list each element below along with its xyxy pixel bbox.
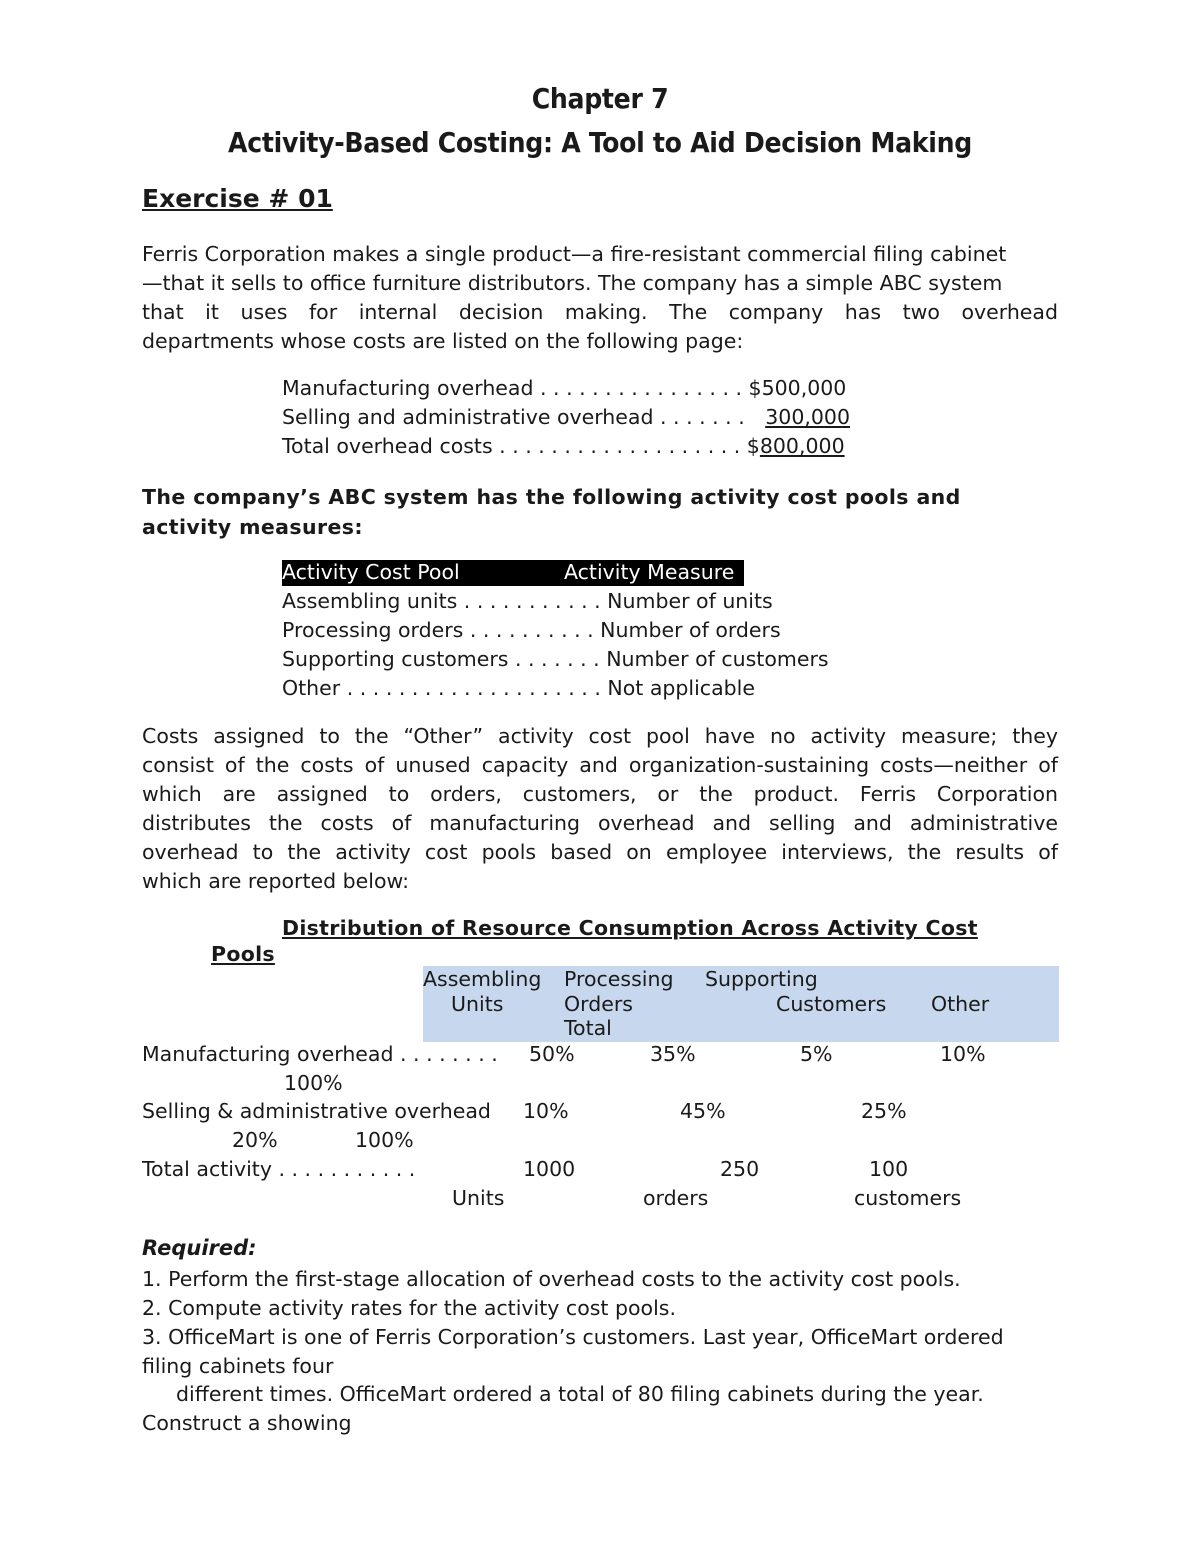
col-processing-1: Processing [564,967,674,991]
intro-line: that it uses for internal decision making. The company has two overhead [142,300,1058,324]
pools-header-measure: Activity Measure [564,560,735,584]
sga-assembling: 10% [523,1099,569,1123]
pool-measure: Number of units [607,589,773,613]
pool-row [282,618,781,642]
distribution-title-line2: Pools [211,942,275,966]
required-item-1: 1. Perform the first-stage allocation of overhead costs to the activity cost pools. [142,1267,961,1291]
exercise-heading: Exercise # 01 [142,184,333,213]
required-item-3-cont3: Construct a showing [142,1411,352,1435]
pool-measure: Number of orders [600,618,781,642]
pool-row [282,676,755,700]
sga-processing: 45% [680,1099,726,1123]
sga-label: Selling & administrative overhead [142,1099,491,1123]
pool-row [282,589,773,613]
col-assembling-1: Assembling [423,967,542,991]
overhead-value: 300,000 [765,405,851,429]
col-other: Other [931,992,990,1016]
sga-supporting: 25% [861,1099,907,1123]
other-line: overhead to the activity cost pools based on employee interviews, the results of [142,840,1058,864]
col-supporting-2: Customers [776,992,887,1016]
activity-assembling-unit: Units [452,1186,505,1210]
other-line: which are reported below: [142,869,410,893]
col-assembling-2: Units [451,992,504,1016]
overhead-row-manufacturing [282,376,846,400]
pools-intro-line: activity measures: [142,515,364,539]
other-line: Costs assigned to the “Other” activity cost pool have no activity measure; they [142,724,1058,748]
overhead-value: 500,000 [761,376,847,400]
overhead-label: Total overhead costs . . . . . . . . . . . . . . . . . . . $ [282,434,760,458]
activity-processing-unit: orders [643,1186,709,1210]
pool-measure: Not applicable [607,676,755,700]
intro-line: —that it sells to office furniture distributors. The company has a simple ABC system [142,271,1003,295]
required-item-3-cont: filing cabinets four [142,1354,334,1378]
other-line: which are assigned to orders, customers, or the product. Ferris Corporation [142,782,1058,806]
sga-total: 100% [355,1128,414,1152]
sga-other: 20% [232,1128,278,1152]
col-supporting-1: Supporting [705,967,818,991]
chapter-title: Chapter 7 [531,82,669,115]
other-line: consist of the costs of unused capacity and organization-sustaining costs—neither of [142,753,1058,777]
overhead-value: 800,000 [759,434,845,458]
col-processing-2: Orders [564,992,633,1016]
required-heading: Required: [142,1236,257,1260]
mfg-supporting: 5% [800,1042,833,1066]
mfg-total: 100% [284,1071,343,1095]
overhead-row-selling [282,405,850,429]
intro-line: departments whose costs are listed on the following page: [142,329,744,353]
other-line: distributes the costs of manufacturing overhead and selling and administrative [142,811,1058,835]
activity-supporting-unit: customers [854,1186,962,1210]
activity-label: Total activity . . . . . . . . . . . [142,1157,416,1181]
required-item-2: 2. Compute activity rates for the activity cost pools. [142,1296,676,1320]
activity-processing: 250 [720,1157,760,1181]
pool-name: Processing orders . . . . . . . . . . [282,618,601,642]
pool-name: Assembling units . . . . . . . . . . . [282,589,608,613]
overhead-label: Manufacturing overhead . . . . . . . . . . . . . . . . $ [282,376,762,400]
activity-supporting: 100 [869,1157,909,1181]
mfg-other: 10% [940,1042,986,1066]
pool-name: Other . . . . . . . . . . . . . . . . . . . . [282,676,608,700]
activity-assembling: 1000 [523,1157,576,1181]
pools-intro-line: The company’s ABC system has the following activity cost pools and [142,485,961,509]
mfg-assembling: 50% [529,1042,575,1066]
required-item-3-cont2: different times. OfficeMart ordered a total of 80 filing cabinets during the year. [176,1382,984,1406]
overhead-label: Selling and administrative overhead . . . . . . . [282,405,752,429]
pool-measure: Number of customers [606,647,829,671]
intro-paragraph [142,240,1058,356]
distribution-title-line1: Distribution of Resource Consumption Across Activity Cost [282,916,978,940]
pools-header-pool: Activity Cost Pool [282,560,460,584]
pools-intro [142,482,1058,542]
chapter-subtitle: Activity-Based Costing: A Tool to Aid Decision Making [228,126,972,159]
required-item-3: 3. OfficeMart is one of Ferris Corporation’s customers. Last year, OfficeMart ordered [142,1325,1004,1349]
mfg-processing: 35% [650,1042,696,1066]
mfg-label: Manufacturing overhead . . . . . . . . [142,1042,498,1066]
intro-line: Ferris Corporation makes a single product—a fire-resistant commercial filing cabinet [142,242,1007,266]
col-total: Total [564,1016,612,1040]
pool-name: Supporting customers . . . . . . . [282,647,607,671]
other-paragraph [142,722,1058,896]
pool-row [282,647,829,671]
overhead-row-total [282,434,845,458]
